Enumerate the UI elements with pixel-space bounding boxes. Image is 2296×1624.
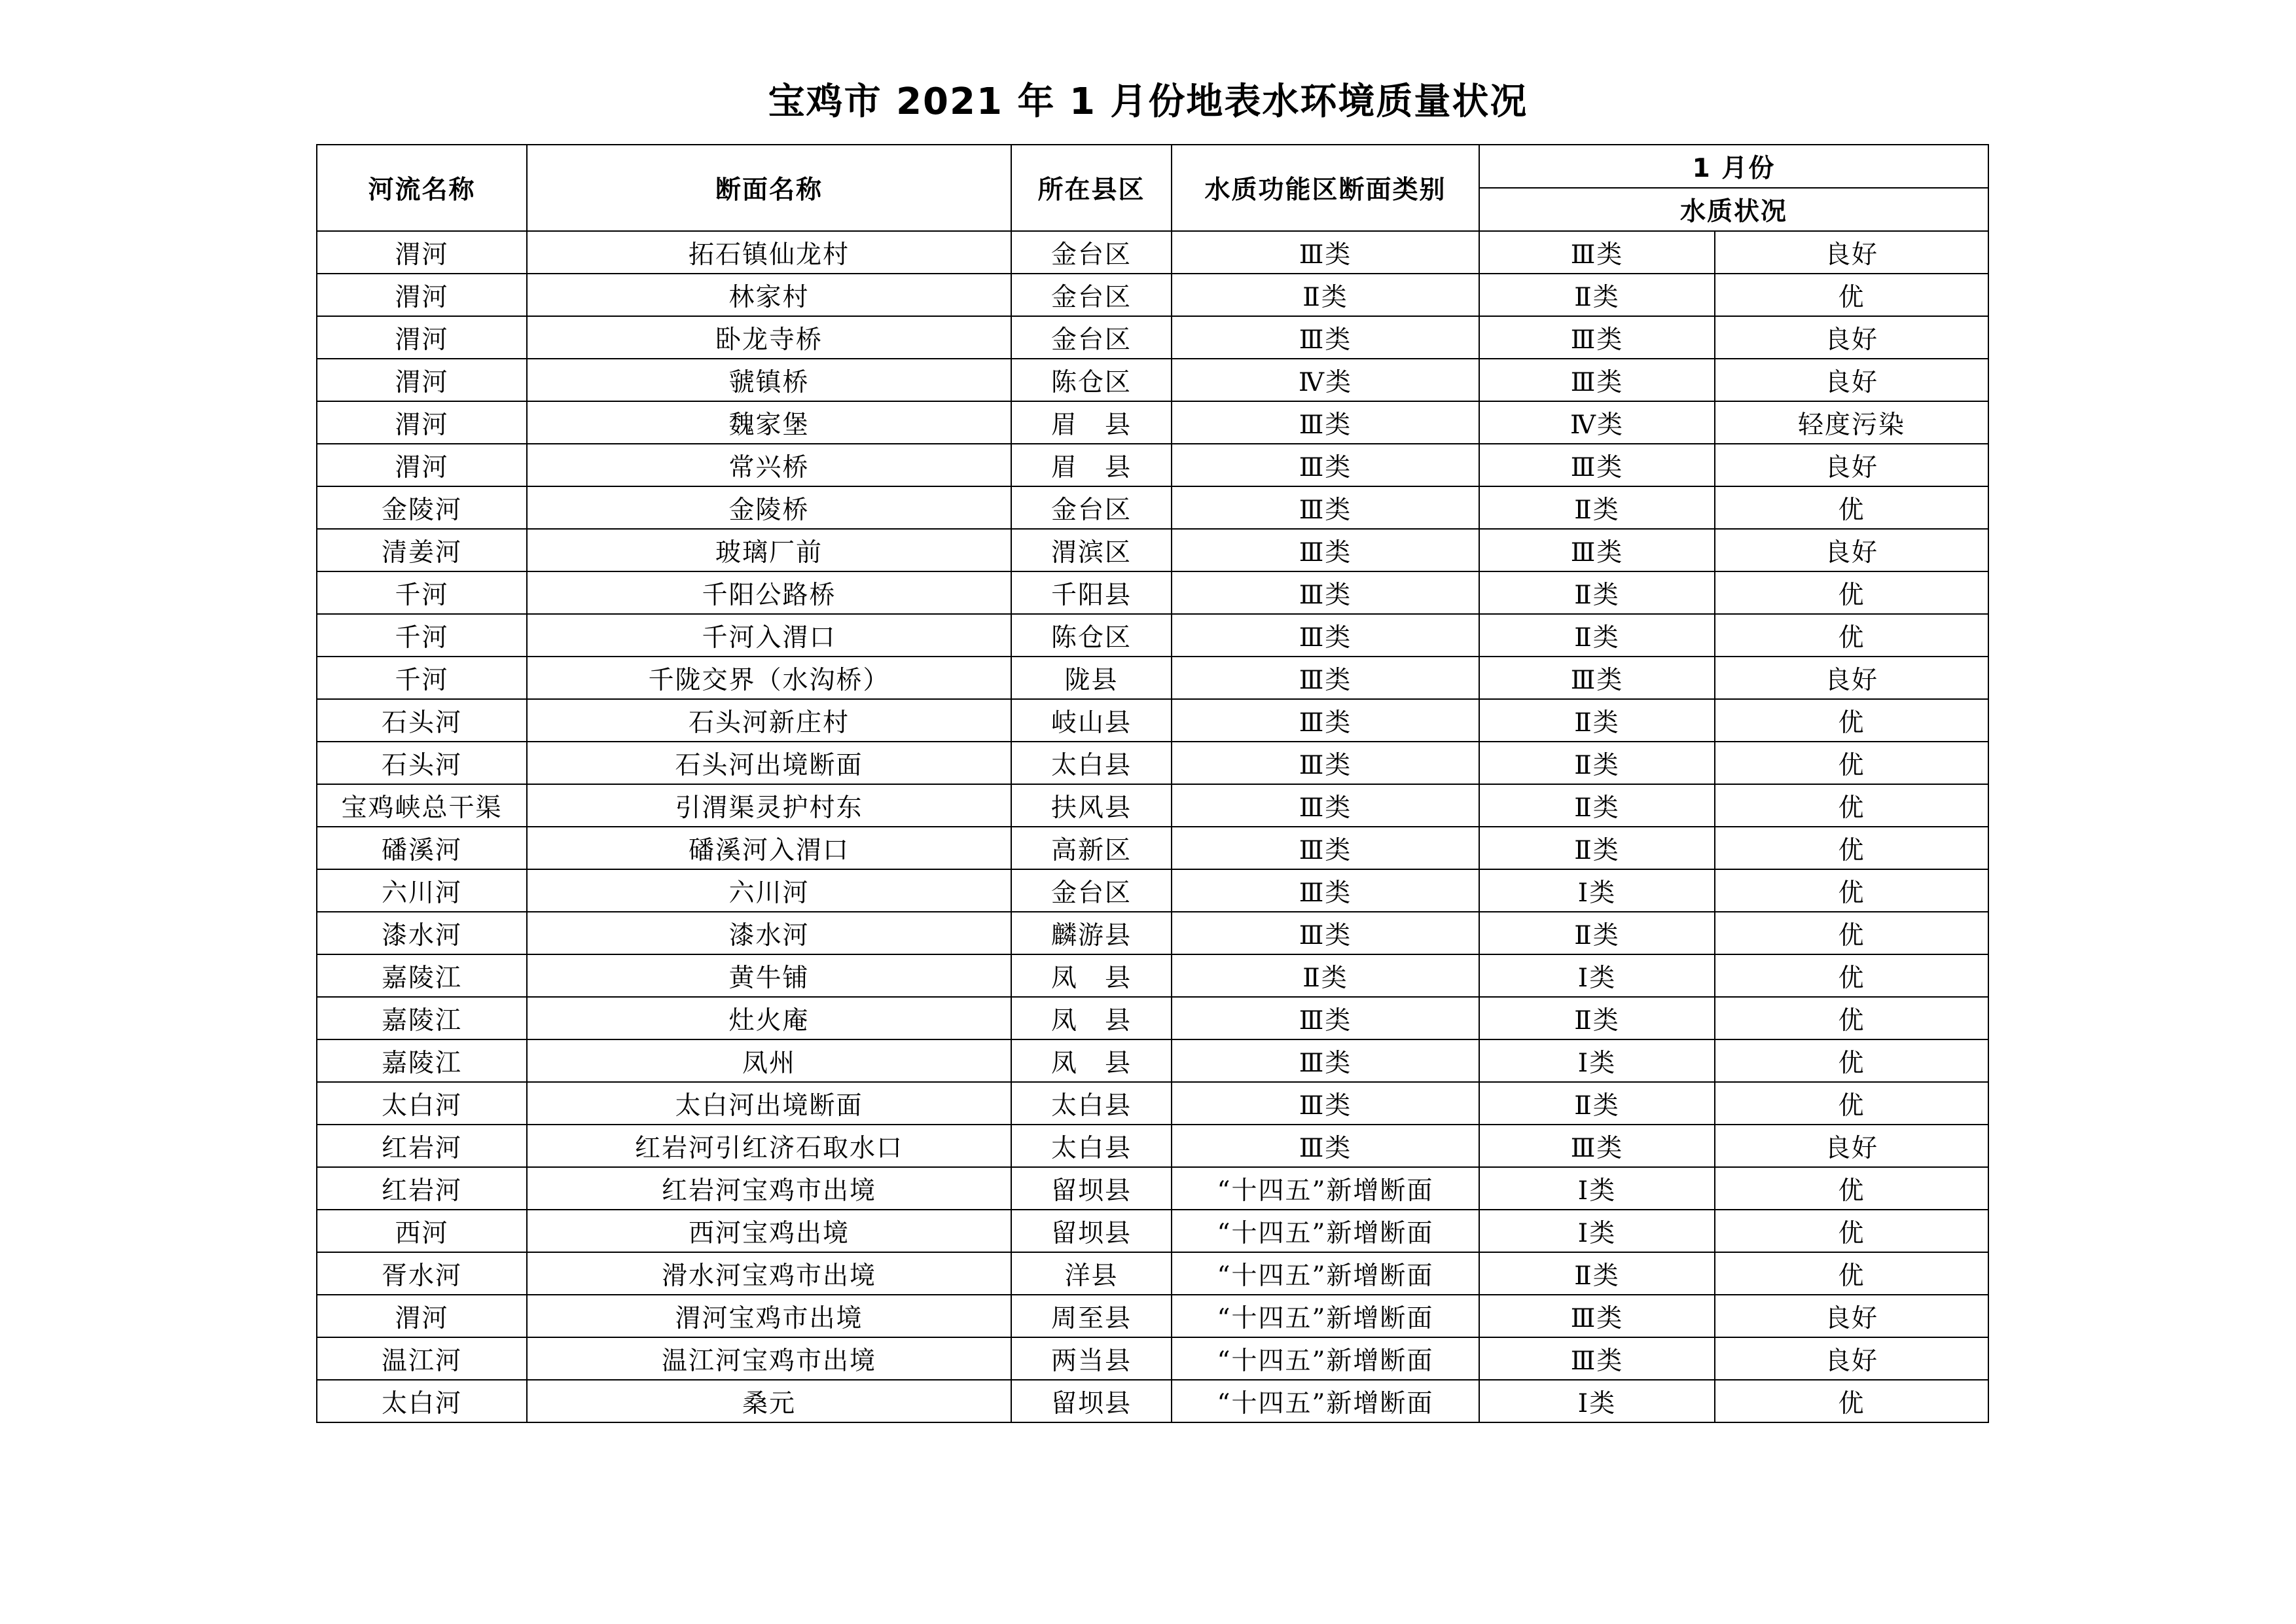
quality-status-cell: 优 [1715,1252,1988,1295]
river-name-cell: 千河 [317,614,527,657]
section-name-cell: 拓石镇仙龙村 [527,231,1011,274]
table-row [317,1125,1988,1167]
function-class-cell: Ⅲ类 [1172,614,1479,657]
river-name-cell: 渭河 [317,274,527,316]
section-name-cell: 磻溪河入渭口 [527,827,1011,869]
river-name-cell: 太白河 [317,1082,527,1125]
header-section-name: 断面名称 [527,145,1011,231]
function-class-cell: “十四五”新增断面 [1172,1252,1479,1295]
table-row [317,784,1988,827]
function-class-cell: Ⅲ类 [1172,444,1479,486]
river-name-cell: 红岩河 [317,1125,527,1167]
county-cell: 凤 县 [1011,1039,1172,1082]
river-name-cell: 嘉陵江 [317,954,527,997]
river-name-cell: 金陵河 [317,486,527,529]
quality-status-cell: 良好 [1715,529,1988,571]
water-grade-cell: Ⅱ类 [1479,1082,1715,1125]
header-function-class: 水质功能区断面类别 [1172,145,1479,231]
water-grade-cell: Ⅰ类 [1479,1167,1715,1210]
header-county: 所在县区 [1011,145,1172,231]
function-class-cell: Ⅱ类 [1172,274,1479,316]
section-name-cell: 温江河宝鸡市出境 [527,1337,1011,1380]
water-grade-cell: Ⅱ类 [1479,997,1715,1039]
function-class-cell: Ⅲ类 [1172,1125,1479,1167]
county-cell: 麟游县 [1011,912,1172,954]
quality-status-cell: 良好 [1715,1125,1988,1167]
county-cell: 陇县 [1011,657,1172,699]
header-row-1 [317,145,1988,188]
county-cell: 渭滨区 [1011,529,1172,571]
section-name-cell: 红岩河宝鸡市出境 [527,1167,1011,1210]
county-cell: 金台区 [1011,316,1172,359]
river-name-cell: 千河 [317,657,527,699]
quality-status-cell: 优 [1715,699,1988,742]
table-row [317,401,1988,444]
quality-status-cell: 优 [1715,742,1988,784]
function-class-cell: “十四五”新增断面 [1172,1210,1479,1252]
header-river-name: 河流名称 [317,145,527,231]
section-name-cell: 千河入渭口 [527,614,1011,657]
function-class-cell: Ⅲ类 [1172,1082,1479,1125]
function-class-cell: Ⅲ类 [1172,784,1479,827]
section-name-cell: 石头河出境断面 [527,742,1011,784]
river-name-cell: 漆水河 [317,912,527,954]
quality-status-cell: 优 [1715,912,1988,954]
function-class-cell: Ⅲ类 [1172,699,1479,742]
table-row [317,614,1988,657]
section-name-cell: 太白河出境断面 [527,1082,1011,1125]
section-name-cell: 石头河新庄村 [527,699,1011,742]
table-row [317,869,1988,912]
water-grade-cell: Ⅱ类 [1479,571,1715,614]
river-name-cell: 千河 [317,571,527,614]
river-name-cell: 太白河 [317,1380,527,1422]
section-name-cell: 玻璃厂前 [527,529,1011,571]
section-name-cell: 魏家堡 [527,401,1011,444]
table-row [317,699,1988,742]
county-cell: 太白县 [1011,1125,1172,1167]
quality-status-cell: 良好 [1715,316,1988,359]
table-body [317,231,1988,1422]
section-name-cell: 滑水河宝鸡市出境 [527,1252,1011,1295]
function-class-cell: Ⅲ类 [1172,742,1479,784]
county-cell: 扶风县 [1011,784,1172,827]
table-row [317,954,1988,997]
river-name-cell: 温江河 [317,1337,527,1380]
section-name-cell: 灶火庵 [527,997,1011,1039]
page-title: 宝鸡市 2021 年 1 月份地表水环境质量状况 [768,81,1528,123]
county-cell: 千阳县 [1011,571,1172,614]
water-grade-cell: Ⅲ类 [1479,444,1715,486]
river-name-cell: 清姜河 [317,529,527,571]
header-quality-status: 水质状况 [1479,188,1988,231]
county-cell: 两当县 [1011,1337,1172,1380]
water-grade-cell: Ⅲ类 [1479,529,1715,571]
water-grade-cell: Ⅲ类 [1479,359,1715,401]
water-grade-cell: Ⅲ类 [1479,316,1715,359]
section-name-cell: 红岩河引红济石取水口 [527,1125,1011,1167]
function-class-cell: “十四五”新增断面 [1172,1295,1479,1337]
section-name-cell: 金陵桥 [527,486,1011,529]
county-cell: 留坝县 [1011,1380,1172,1422]
river-name-cell: 渭河 [317,401,527,444]
table-row [317,274,1988,316]
section-name-cell: 渭河宝鸡市出境 [527,1295,1011,1337]
river-name-cell: 渭河 [317,231,527,274]
section-name-cell: 凤州 [527,1039,1011,1082]
table-row [317,827,1988,869]
table-row [317,1252,1988,1295]
river-name-cell: 西河 [317,1210,527,1252]
county-cell: 陈仓区 [1011,614,1172,657]
water-grade-cell: Ⅱ类 [1479,274,1715,316]
table-row [317,997,1988,1039]
section-name-cell: 常兴桥 [527,444,1011,486]
water-grade-cell: Ⅰ类 [1479,1380,1715,1422]
county-cell: 眉 县 [1011,444,1172,486]
river-name-cell: 磻溪河 [317,827,527,869]
quality-status-cell: 良好 [1715,444,1988,486]
water-grade-cell: Ⅲ类 [1479,231,1715,274]
table-row [317,1337,1988,1380]
table-row [317,1210,1988,1252]
water-grade-cell: Ⅱ类 [1479,784,1715,827]
quality-status-cell: 优 [1715,1082,1988,1125]
table-row [317,742,1988,784]
county-cell: 凤 县 [1011,954,1172,997]
river-name-cell: 石头河 [317,699,527,742]
quality-status-cell: 优 [1715,614,1988,657]
function-class-cell: Ⅲ类 [1172,401,1479,444]
function-class-cell: Ⅲ类 [1172,571,1479,614]
quality-status-cell: 优 [1715,274,1988,316]
water-quality-table [316,144,1989,1423]
quality-status-cell: 良好 [1715,231,1988,274]
county-cell: 太白县 [1011,1082,1172,1125]
county-cell: 眉 县 [1011,401,1172,444]
water-grade-cell: Ⅲ类 [1479,1125,1715,1167]
water-grade-cell: Ⅱ类 [1479,699,1715,742]
water-grade-cell: Ⅱ类 [1479,486,1715,529]
water-grade-cell: Ⅲ类 [1479,657,1715,699]
function-class-cell: Ⅱ类 [1172,954,1479,997]
water-grade-cell: Ⅱ类 [1479,1252,1715,1295]
function-class-cell: Ⅲ类 [1172,1039,1479,1082]
quality-status-cell: 优 [1715,486,1988,529]
river-name-cell: 渭河 [317,316,527,359]
quality-status-cell: 优 [1715,571,1988,614]
river-name-cell: 石头河 [317,742,527,784]
water-grade-cell: Ⅰ类 [1479,869,1715,912]
quality-status-cell: 优 [1715,869,1988,912]
quality-status-cell: 优 [1715,1167,1988,1210]
header-month: 1 月份 [1479,145,1988,188]
river-name-cell: 红岩河 [317,1167,527,1210]
function-class-cell: Ⅲ类 [1172,529,1479,571]
river-name-cell: 嘉陵江 [317,1039,527,1082]
quality-status-cell: 良好 [1715,359,1988,401]
function-class-cell: Ⅲ类 [1172,231,1479,274]
function-class-cell: Ⅲ类 [1172,997,1479,1039]
county-cell: 金台区 [1011,869,1172,912]
quality-status-cell: 良好 [1715,1295,1988,1337]
river-name-cell: 渭河 [317,1295,527,1337]
section-name-cell: 林家村 [527,274,1011,316]
table-row [317,1380,1988,1422]
river-name-cell: 六川河 [317,869,527,912]
table-row [317,444,1988,486]
quality-status-cell: 优 [1715,954,1988,997]
quality-status-cell: 优 [1715,1210,1988,1252]
section-name-cell: 桑元 [527,1380,1011,1422]
county-cell: 周至县 [1011,1295,1172,1337]
quality-status-cell: 优 [1715,1039,1988,1082]
function-class-cell: “十四五”新增断面 [1172,1167,1479,1210]
water-grade-cell: Ⅲ类 [1479,1295,1715,1337]
table-row [317,1039,1988,1082]
quality-status-cell: 良好 [1715,1337,1988,1380]
county-cell: 留坝县 [1011,1167,1172,1210]
function-class-cell: Ⅳ类 [1172,359,1479,401]
function-class-cell: Ⅲ类 [1172,657,1479,699]
section-name-cell: 六川河 [527,869,1011,912]
river-name-cell: 渭河 [317,359,527,401]
table-row [317,316,1988,359]
water-grade-cell: Ⅰ类 [1479,1210,1715,1252]
function-class-cell: Ⅲ类 [1172,869,1479,912]
function-class-cell: Ⅲ类 [1172,486,1479,529]
section-name-cell: 虢镇桥 [527,359,1011,401]
water-grade-cell: Ⅰ类 [1479,954,1715,997]
quality-status-cell: 优 [1715,784,1988,827]
county-cell: 金台区 [1011,486,1172,529]
table-row [317,231,1988,274]
table-row [317,571,1988,614]
table-row [317,1082,1988,1125]
function-class-cell: Ⅲ类 [1172,827,1479,869]
table-row [317,486,1988,529]
table-row [317,359,1988,401]
water-grade-cell: Ⅱ类 [1479,912,1715,954]
county-cell: 高新区 [1011,827,1172,869]
function-class-cell: Ⅲ类 [1172,316,1479,359]
water-grade-cell: Ⅱ类 [1479,827,1715,869]
county-cell: 金台区 [1011,274,1172,316]
function-class-cell: Ⅲ类 [1172,912,1479,954]
county-cell: 太白县 [1011,742,1172,784]
quality-status-cell: 良好 [1715,657,1988,699]
water-grade-cell: Ⅱ类 [1479,742,1715,784]
section-name-cell: 千阳公路桥 [527,571,1011,614]
water-grade-cell: Ⅳ类 [1479,401,1715,444]
county-cell: 陈仓区 [1011,359,1172,401]
section-name-cell: 黄牛铺 [527,954,1011,997]
section-name-cell: 卧龙寺桥 [527,316,1011,359]
section-name-cell: 西河宝鸡出境 [527,1210,1011,1252]
section-name-cell: 漆水河 [527,912,1011,954]
quality-status-cell: 优 [1715,827,1988,869]
water-grade-cell: Ⅲ类 [1479,1337,1715,1380]
county-cell: 洋县 [1011,1252,1172,1295]
river-name-cell: 嘉陵江 [317,997,527,1039]
quality-status-cell: 优 [1715,1380,1988,1422]
county-cell: 留坝县 [1011,1210,1172,1252]
function-class-cell: “十四五”新增断面 [1172,1337,1479,1380]
section-name-cell: 千陇交界（水沟桥） [527,657,1011,699]
water-grade-cell: Ⅰ类 [1479,1039,1715,1082]
county-cell: 岐山县 [1011,699,1172,742]
section-name-cell: 引渭渠灵护村东 [527,784,1011,827]
function-class-cell: “十四五”新增断面 [1172,1380,1479,1422]
table-row [317,912,1988,954]
river-name-cell: 渭河 [317,444,527,486]
table-row [317,1295,1988,1337]
table-row [317,529,1988,571]
table-row [317,1167,1988,1210]
river-name-cell: 胥水河 [317,1252,527,1295]
county-cell: 凤 县 [1011,997,1172,1039]
river-name-cell: 宝鸡峡总干渠 [317,784,527,827]
county-cell: 金台区 [1011,231,1172,274]
water-grade-cell: Ⅱ类 [1479,614,1715,657]
quality-status-cell: 轻度污染 [1715,401,1988,444]
quality-status-cell: 优 [1715,997,1988,1039]
table-row [317,657,1988,699]
